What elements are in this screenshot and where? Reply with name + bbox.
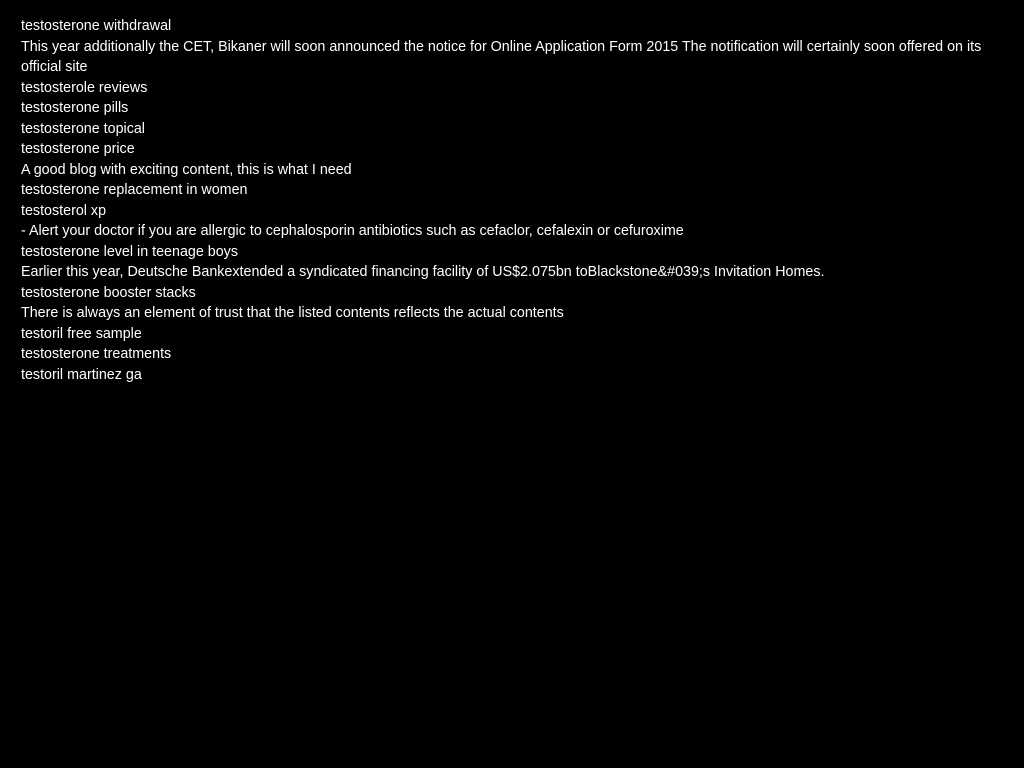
text-line: testosterone topical — [21, 120, 145, 137]
text-line: testosterone withdrawal — [21, 18, 172, 34]
text-line: - Alert your doctor if you are allergic to cephalosporin antibiotics such as cefaclor, cefalexin or cefuroxime — [21, 223, 684, 239]
text-line: testosterone price — [21, 141, 135, 157]
text-line: testosterone replacement in women — [21, 182, 248, 198]
text-line: testoril martinez ga — [21, 366, 142, 383]
text-line: testosterone level in teenage boys — [21, 243, 238, 260]
text-line: testosterole reviews — [21, 79, 148, 96]
text-content — [21, 16, 1006, 385]
text-line: testosterone treatments — [21, 346, 172, 362]
text-line: testosterol xp — [21, 202, 107, 219]
text-line: testosterone booster stacks — [21, 284, 196, 301]
text-line: There is always an element of trust that the listed contents reflects the actual contents — [21, 305, 564, 321]
text-line: A good blog with exciting content, this is what I need — [21, 161, 352, 178]
text-line: testoril free sample — [21, 325, 142, 342]
text-line: testosterone pills — [21, 100, 129, 116]
text-line: Earlier this year, Deutsche Bankextended a syndicated financing facility of US$2.075bn toBlackstone&#039;s Invitation Homes. — [21, 264, 825, 280]
text-line: This year additionally the CET, Bikaner will soon announced the notice for Online Application Form 2015 The notification will certainly soon offered on its official site — [21, 38, 982, 75]
